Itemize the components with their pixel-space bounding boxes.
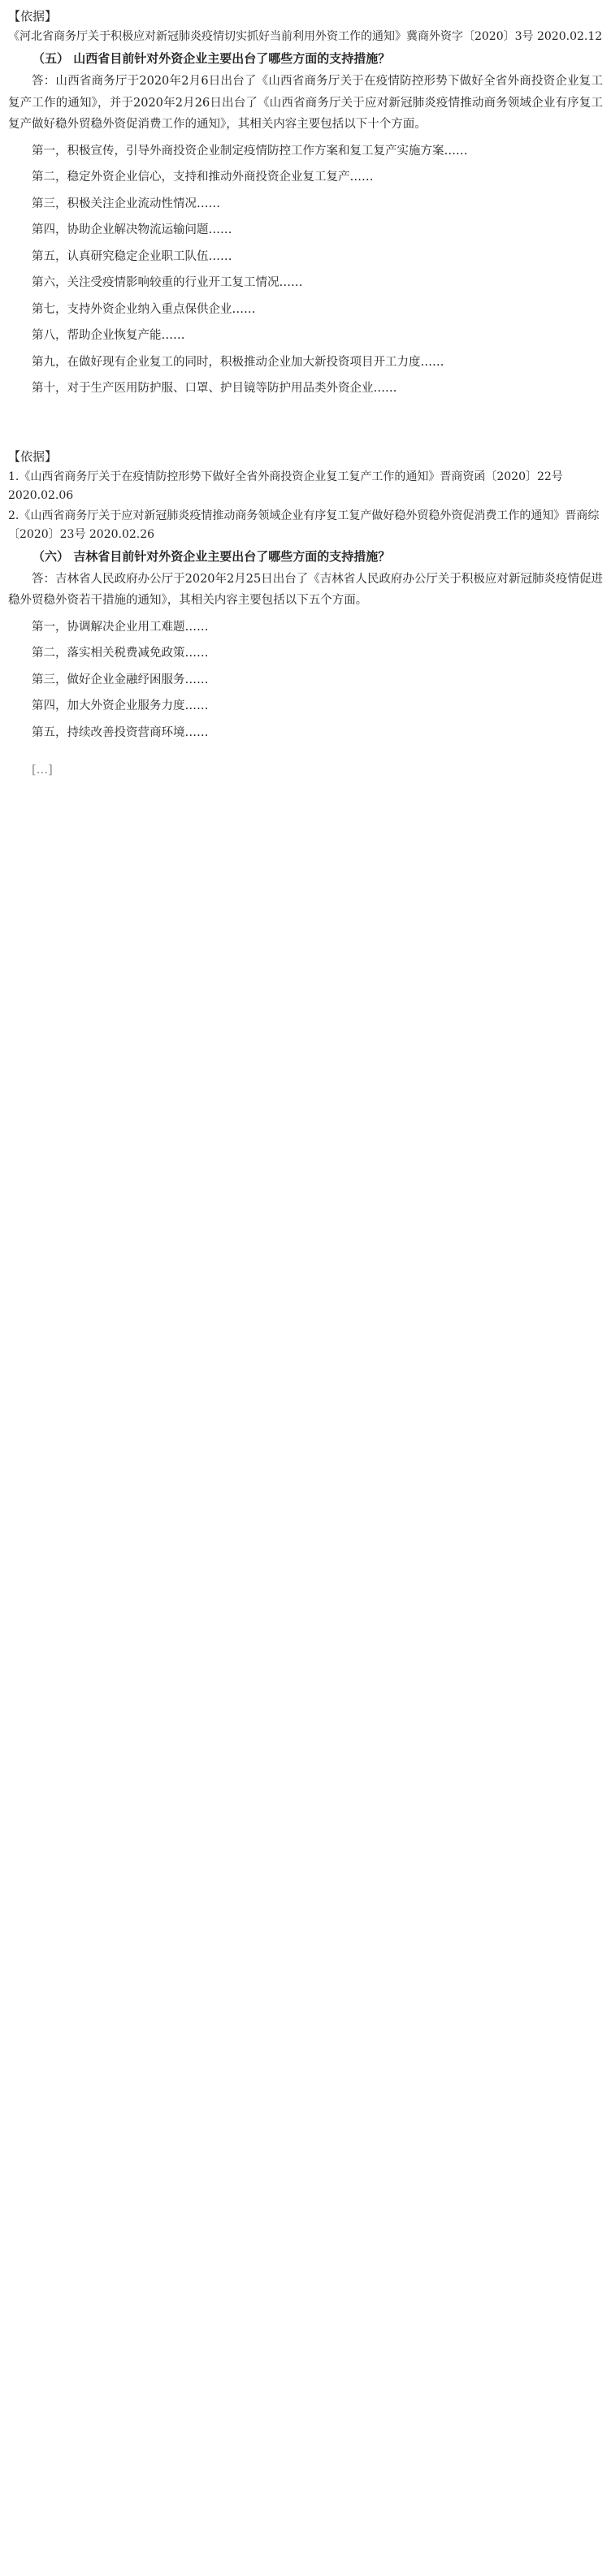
para-6-3: 第三，做好企业金融纾困服务…… [32, 673, 209, 686]
basis-label-1: 【依据】 [8, 9, 58, 24]
para-5-2: 第二，稳定外资企业信心，支持和推动外商投资企业复工复产…… [32, 171, 374, 184]
para-5-7: 第七，支持外资企业纳入重点保供企业…… [32, 302, 256, 316]
para-6-4: 第四，加大外资企业服务力度…… [32, 699, 209, 712]
para-6-5: 第五，持续改善投资营商环境…… [32, 725, 209, 739]
para-5-10: 第十，对于生产医用防护服、口罩、护目镜等防护用品类外资企业…… [32, 382, 397, 395]
para-5-3: 第三，积极关注企业流动性情况…… [32, 197, 220, 210]
para-answer-6: 答：吉林省人民政府办公厅于2020年2月25日出台了《吉林省人民政府办公厅关于积极应对新冠肺炎疫情促进稳外贸稳外资若干措施的通知》，其相关内容主要包括以下五个方面。 [8, 572, 603, 607]
citation-2-2: 2.《山西省商务厅关于应对新冠肺炎疫情推动商务领域企业有序复工复产做好稳外贸稳外资促消费工作的通知》晋商综〔2020〕23号 2020.02.26 [8, 509, 600, 541]
section-gap [8, 405, 603, 445]
para-6-1: 第一，协调解决企业用工难题…… [32, 620, 209, 634]
citation-2-1: 1.《山西省商务厅关于在疫情防控形势下做好全省外商投资企业复工复产工作的通知》晋商资函〔2020〕22号 2020.02.06 [8, 470, 563, 502]
para-5-8: 第八，帮助企业恢复产能…… [32, 329, 185, 342]
unreadable-body-marker: […] [32, 764, 53, 777]
question-6: （六） 吉林省目前针对外资企业主要出台了哪些方面的支持措施？ [32, 548, 391, 564]
para-5-9: 第九，在做好现有企业复工的同时，积极推动企业加大新投资项目开工力度…… [32, 355, 444, 369]
document-page [0, 0, 611, 781]
para-5-5: 第五，认真研究稳定企业职工队伍…… [32, 249, 232, 263]
bottom-gap [8, 748, 603, 760]
citation-1: 《河北省商务厅关于积极应对新冠肺炎疫情切实抓好当前利用外资工作的通知》冀商外资字〔2020〕3号 2020.02.12 [8, 30, 603, 43]
basis-label-2: 【依据】 [8, 448, 58, 464]
para-5-1: 第一，积极宣传，引导外商投资企业制定疫情防控工作方案和复工复产实施方案…… [32, 144, 468, 158]
para-answer-5: 答：山西省商务厅于2020年2月6日出台了《山西省商务厅关于在疫情防控形势下做好全省外商投资企业复工复产工作的通知》，并于2020年2月26日出台了《山西省商务厅关于应对新冠肺炎疫情推动商务领域企业有序复工复产做好稳外贸稳外资促消费工作的通知》，其相关内容主要包括以下十个方面。 [8, 75, 603, 131]
para-5-4: 第四，协助企业解决物流运输问题…… [32, 223, 232, 236]
para-6-2: 第二，落实相关税费减免政策…… [32, 647, 209, 660]
para-5-6: 第六，关注受疫情影响较重的行业开工复工情况…… [32, 276, 303, 289]
question-5: （五） 山西省目前针对外资企业主要出台了哪些方面的支持措施？ [32, 51, 391, 66]
